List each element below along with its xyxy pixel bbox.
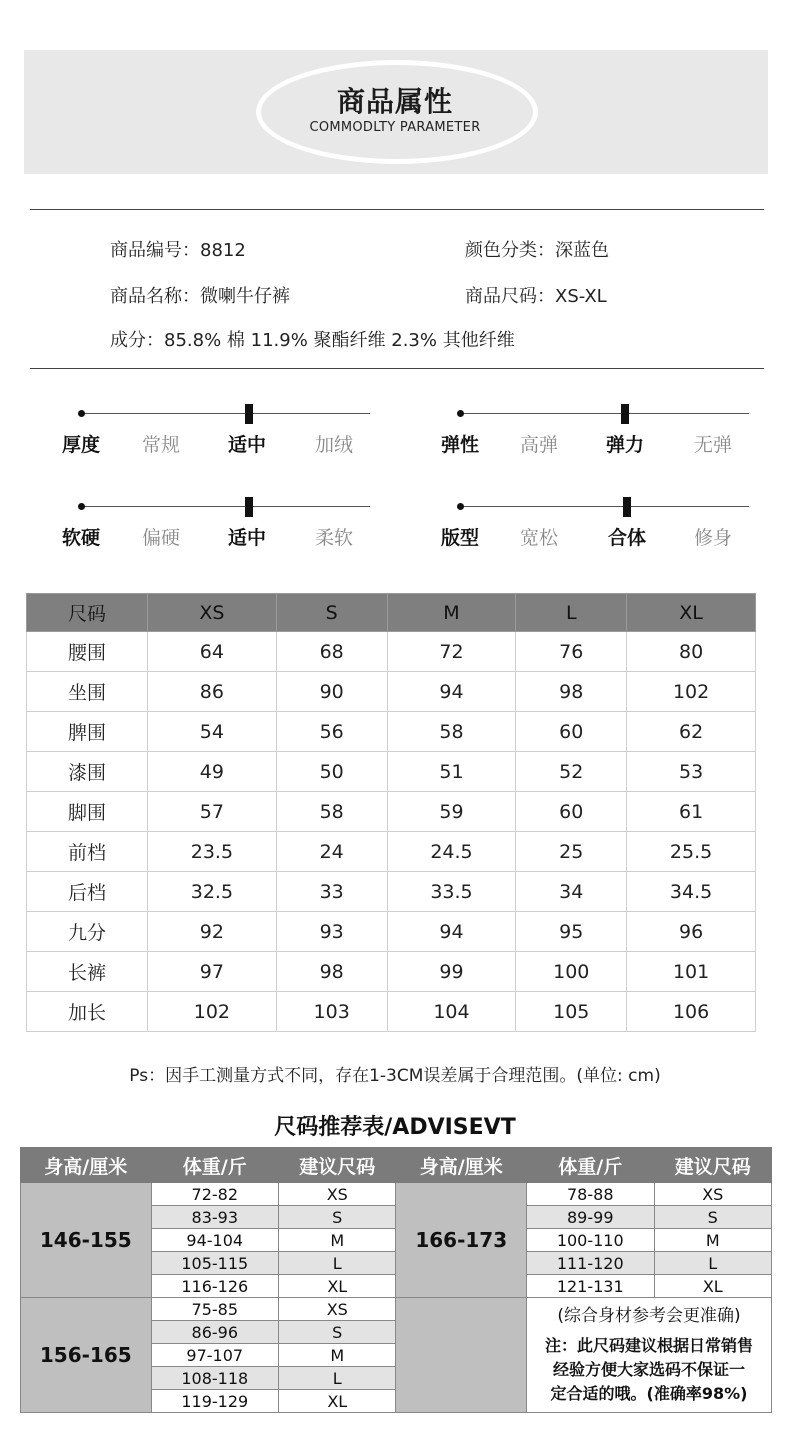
table-cell: 59 bbox=[387, 792, 516, 832]
row-label: 漆围 bbox=[27, 752, 148, 792]
size-table bbox=[26, 593, 756, 1032]
table-cell: 58 bbox=[276, 792, 387, 832]
table-cell: 96 bbox=[627, 912, 756, 952]
header-cell: 身高/厘米 bbox=[21, 1148, 152, 1183]
weight-cell: 78-88 bbox=[527, 1183, 655, 1206]
weight-cell: 111-120 bbox=[527, 1252, 655, 1275]
attribute-option: 宽松 bbox=[519, 527, 558, 549]
slider-start-dot bbox=[78, 410, 85, 417]
attribute-option: 高弹 bbox=[519, 434, 558, 456]
table-row bbox=[27, 912, 756, 952]
table-cell: 25 bbox=[516, 832, 627, 872]
weight-cell: 105-115 bbox=[151, 1252, 279, 1275]
table-cell: 92 bbox=[148, 912, 277, 952]
table-row bbox=[27, 752, 756, 792]
recommend-header bbox=[21, 1148, 772, 1183]
weight-cell: 119-129 bbox=[151, 1390, 279, 1413]
table-row bbox=[27, 832, 756, 872]
measurement-note: Ps：因手工测量方式不同，存在1-3CM误差属于合理范围。(单位: cm) bbox=[129, 1066, 661, 1086]
size-cell: M bbox=[279, 1344, 396, 1367]
row-label: 加长 bbox=[27, 992, 148, 1032]
attribute-option: 修身 bbox=[693, 527, 732, 549]
table-cell: 57 bbox=[148, 792, 277, 832]
table-cell: 100 bbox=[516, 952, 627, 992]
table-cell: 90 bbox=[276, 672, 387, 712]
note-line: 经验方便大家选码不保证一 bbox=[552, 1360, 745, 1379]
table-cell: 33 bbox=[276, 872, 387, 912]
size-cell: XL bbox=[654, 1275, 772, 1298]
empty-cell bbox=[396, 1298, 527, 1413]
size-cell: L bbox=[279, 1252, 396, 1275]
table-cell: 102 bbox=[148, 992, 277, 1032]
size-cell: XL bbox=[279, 1275, 396, 1298]
page-title: 商品属性 bbox=[336, 85, 453, 118]
table-row bbox=[27, 952, 756, 992]
row-label: 腰围 bbox=[27, 632, 148, 672]
size-cell: S bbox=[279, 1321, 396, 1344]
table-cell: 76 bbox=[516, 632, 627, 672]
table-cell: 98 bbox=[276, 952, 387, 992]
table-cell: 33.5 bbox=[387, 872, 516, 912]
header-cell: M bbox=[387, 594, 516, 632]
slider-start-dot bbox=[457, 410, 464, 417]
table-cell: 72 bbox=[387, 632, 516, 672]
header-cell: 建议尺码 bbox=[279, 1148, 396, 1183]
attribute-option-selected: 合体 bbox=[607, 527, 646, 549]
header-cell: 体重/斤 bbox=[527, 1148, 655, 1183]
row-label: 长裤 bbox=[27, 952, 148, 992]
attribute-option: 无弹 bbox=[693, 434, 732, 456]
weight-cell: 72-82 bbox=[151, 1183, 279, 1206]
attribute-option-selected: 弹力 bbox=[605, 434, 644, 456]
weight-cell: 108-118 bbox=[151, 1367, 279, 1390]
table-row bbox=[21, 1183, 772, 1206]
table-row bbox=[27, 792, 756, 832]
table-cell: 99 bbox=[387, 952, 516, 992]
weight-cell: 89-99 bbox=[527, 1206, 655, 1229]
row-label: 脾围 bbox=[27, 712, 148, 752]
table-cell: 106 bbox=[627, 992, 756, 1032]
weight-cell: 100-110 bbox=[527, 1229, 655, 1252]
row-label: 坐围 bbox=[27, 672, 148, 712]
weight-cell: 94-104 bbox=[151, 1229, 279, 1252]
recommend-table bbox=[20, 1147, 772, 1413]
page-subtitle: COMMODLTY PARAMETER bbox=[309, 120, 481, 135]
table-cell: 51 bbox=[387, 752, 516, 792]
table-cell: 54 bbox=[148, 712, 277, 752]
attribute-label: 厚度 bbox=[61, 434, 100, 456]
table-cell: 25.5 bbox=[627, 832, 756, 872]
note-line: 定合适的哦。(准确率98%) bbox=[550, 1384, 748, 1403]
header-cell: 身高/厘米 bbox=[396, 1148, 527, 1183]
slider-thumb bbox=[245, 404, 253, 424]
table-cell: 52 bbox=[516, 752, 627, 792]
table-cell: 64 bbox=[148, 632, 277, 672]
attribute-option: 常规 bbox=[141, 434, 180, 456]
table-cell: 23.5 bbox=[148, 832, 277, 872]
size-cell: L bbox=[279, 1367, 396, 1390]
table-cell: 105 bbox=[516, 992, 627, 1032]
table-cell: 24.5 bbox=[387, 832, 516, 872]
header-cell: 尺码 bbox=[27, 594, 148, 632]
table-cell: 24 bbox=[276, 832, 387, 872]
table-cell: 60 bbox=[516, 792, 627, 832]
table-cell: 98 bbox=[516, 672, 627, 712]
size-cell: S bbox=[654, 1206, 772, 1229]
table-cell: 80 bbox=[627, 632, 756, 672]
header-cell: 体重/斤 bbox=[151, 1148, 279, 1183]
table-cell: 68 bbox=[276, 632, 387, 672]
table-cell: 49 bbox=[148, 752, 277, 792]
row-label: 脚围 bbox=[27, 792, 148, 832]
attribute-option-selected: 适中 bbox=[227, 434, 266, 456]
table-cell: 93 bbox=[276, 912, 387, 952]
table-cell: 94 bbox=[387, 672, 516, 712]
table-row bbox=[21, 1298, 772, 1321]
table-cell: 56 bbox=[276, 712, 387, 752]
header-cell: XL bbox=[627, 594, 756, 632]
attribute-label: 版型 bbox=[440, 527, 479, 549]
table-cell: 61 bbox=[627, 792, 756, 832]
attribute-label: 弹性 bbox=[440, 434, 479, 456]
weight-cell: 86-96 bbox=[151, 1321, 279, 1344]
table-cell: 86 bbox=[148, 672, 277, 712]
slider-start-dot bbox=[78, 503, 85, 510]
size-cell: M bbox=[654, 1229, 772, 1252]
divider-top bbox=[30, 209, 764, 210]
divider-bottom bbox=[30, 368, 764, 369]
attribute-option: 偏硬 bbox=[141, 527, 180, 549]
info-code: 商品编号：8812 bbox=[110, 240, 246, 261]
size-cell: XS bbox=[279, 1183, 396, 1206]
info-composition: 成分：85.8% 棉 11.9% 聚酯纤维 2.3% 其他纤维 bbox=[110, 330, 515, 351]
size-table-header bbox=[27, 594, 756, 632]
size-cell: M bbox=[279, 1229, 396, 1252]
table-cell: 34.5 bbox=[627, 872, 756, 912]
table-row bbox=[27, 872, 756, 912]
table-cell: 101 bbox=[627, 952, 756, 992]
table-cell: 94 bbox=[387, 912, 516, 952]
weight-cell: 83-93 bbox=[151, 1206, 279, 1229]
note-title: (综合身材参考会更准确) bbox=[557, 1306, 741, 1326]
slider-track bbox=[459, 413, 749, 414]
weight-cell: 97-107 bbox=[151, 1344, 279, 1367]
table-cell: 95 bbox=[516, 912, 627, 952]
table-row bbox=[27, 672, 756, 712]
slider-thumb bbox=[621, 404, 629, 424]
row-label: 九分 bbox=[27, 912, 148, 952]
info-name: 商品名称：微喇牛仔裤 bbox=[110, 286, 290, 307]
height-group: 166-173 bbox=[396, 1183, 527, 1298]
table-cell: 53 bbox=[627, 752, 756, 792]
attribute-option-selected: 适中 bbox=[227, 527, 266, 549]
table-cell: 32.5 bbox=[148, 872, 277, 912]
table-cell: 50 bbox=[276, 752, 387, 792]
table-cell: 104 bbox=[387, 992, 516, 1032]
table-cell: 102 bbox=[627, 672, 756, 712]
slider-thumb bbox=[623, 497, 631, 517]
recommend-note bbox=[527, 1298, 772, 1413]
table-cell: 60 bbox=[516, 712, 627, 752]
info-size: 商品尺码：XS-XL bbox=[465, 286, 607, 307]
attribute-label: 软硬 bbox=[61, 527, 100, 549]
slider-track bbox=[80, 506, 370, 507]
table-row bbox=[27, 992, 756, 1032]
height-group: 146-155 bbox=[21, 1183, 152, 1298]
header-cell: S bbox=[276, 594, 387, 632]
attribute-option: 柔软 bbox=[314, 527, 353, 549]
table-cell: 103 bbox=[276, 992, 387, 1032]
table-cell: 62 bbox=[627, 712, 756, 752]
slider-track bbox=[80, 413, 370, 414]
size-cell: L bbox=[654, 1252, 772, 1275]
header-cell: 建议尺码 bbox=[654, 1148, 772, 1183]
row-label: 后档 bbox=[27, 872, 148, 912]
note-line: 注：此尺码建议根据日常销售 bbox=[544, 1336, 753, 1355]
height-group: 156-165 bbox=[21, 1298, 152, 1413]
recommend-title: 尺码推荐表/ADVISEVT bbox=[274, 1115, 516, 1140]
slider-track bbox=[459, 506, 749, 507]
header-cell: L bbox=[516, 594, 627, 632]
table-cell: 97 bbox=[148, 952, 277, 992]
slider-start-dot bbox=[457, 503, 464, 510]
weight-cell: 116-126 bbox=[151, 1275, 279, 1298]
info-color: 颜色分类：深蓝色 bbox=[465, 240, 609, 261]
table-row bbox=[27, 712, 756, 752]
size-cell: XS bbox=[654, 1183, 772, 1206]
weight-cell: 75-85 bbox=[151, 1298, 279, 1321]
attribute-option: 加绒 bbox=[314, 434, 353, 456]
table-cell: 58 bbox=[387, 712, 516, 752]
row-label: 前档 bbox=[27, 832, 148, 872]
weight-cell: 121-131 bbox=[527, 1275, 655, 1298]
table-row bbox=[27, 632, 756, 672]
size-cell: XL bbox=[279, 1390, 396, 1413]
size-cell: XS bbox=[279, 1298, 396, 1321]
table-cell: 34 bbox=[516, 872, 627, 912]
slider-thumb bbox=[245, 497, 253, 517]
size-cell: S bbox=[279, 1206, 396, 1229]
header-cell: XS bbox=[148, 594, 277, 632]
